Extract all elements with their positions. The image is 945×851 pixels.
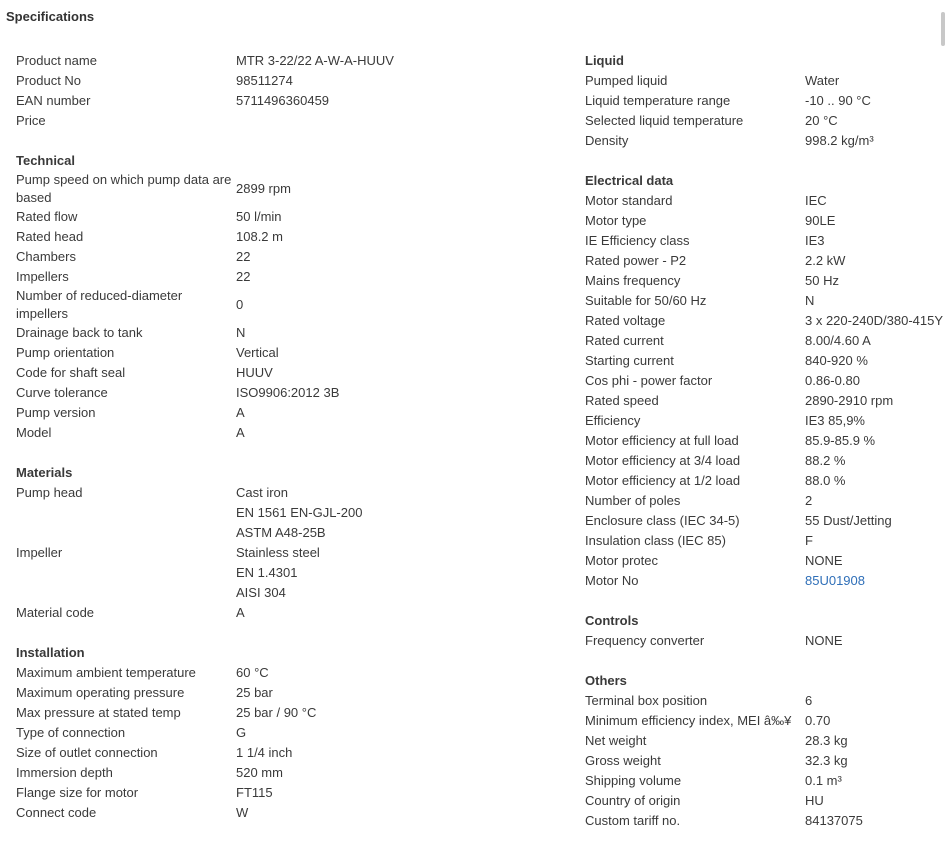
spec-row (585, 811, 945, 831)
spec-row (16, 783, 556, 803)
spec-values (236, 363, 273, 383)
spec-value: HU (805, 793, 824, 808)
spec-label: Code for shaft seal (16, 365, 126, 380)
spec-row (585, 731, 945, 751)
spec-values (805, 791, 824, 811)
spec-value-link[interactable]: 85U01908 (805, 573, 865, 588)
spec-values (805, 411, 865, 431)
spec-label: Selected liquid temperature (585, 113, 744, 128)
spec-values (805, 631, 843, 651)
spec-values (805, 531, 813, 551)
spec-row (585, 491, 945, 511)
spec-label: Net weight (585, 733, 647, 748)
spec-section (16, 51, 556, 131)
spec-label: Maximum ambient temperature (16, 665, 196, 680)
spec-values (236, 403, 245, 423)
spec-values (805, 811, 863, 831)
spec-row (585, 531, 945, 551)
spec-label: Motor standard (585, 193, 673, 208)
spec-values (805, 111, 838, 131)
spec-value: IE3 (805, 233, 825, 248)
spec-row (16, 703, 556, 723)
spec-value: 55 Dust/Jetting (805, 513, 892, 528)
spec-value: NONE (805, 633, 843, 648)
spec-value: F (805, 533, 813, 548)
spec-values (805, 431, 875, 451)
spec-row (585, 271, 945, 291)
spec-values (236, 423, 245, 443)
spec-label: Pump version (16, 405, 96, 420)
spec-section-technical (16, 151, 556, 443)
spec-value: 50 Hz (805, 273, 839, 288)
spec-row (585, 331, 945, 351)
spec-row (16, 683, 556, 703)
spec-row (16, 71, 556, 91)
spec-label: Motor protec (585, 553, 658, 568)
spec-label: Pump head (16, 485, 83, 500)
section-title: Others (585, 673, 627, 688)
spec-values (805, 271, 839, 291)
spec-value: 32.3 kg (805, 753, 848, 768)
spec-values (805, 691, 812, 711)
spec-label: Starting current (585, 353, 674, 368)
spec-value: A (236, 405, 245, 420)
spec-row (16, 403, 556, 423)
spec-value: -10 .. 90 °C (805, 93, 871, 108)
spec-label: IE Efficiency class (585, 233, 690, 248)
spec-values (805, 571, 865, 591)
section-title: Installation (16, 645, 85, 660)
spec-values (236, 743, 292, 763)
spec-row (16, 323, 556, 343)
spec-row (16, 287, 556, 323)
spec-value: W (236, 805, 249, 820)
specs-left-column (16, 51, 556, 843)
spec-value: MTR 3-22/22 A-W-A-HUUV (236, 53, 394, 68)
spec-values (236, 91, 329, 111)
spec-label: Rated head (16, 229, 84, 244)
spec-value: A (236, 425, 245, 440)
spec-values (805, 491, 812, 511)
spec-value: 3 x 220-240D/380-415Y (805, 313, 944, 328)
spec-row (585, 451, 945, 471)
spec-value: 2899 rpm (236, 181, 291, 196)
spec-row (585, 251, 945, 271)
spec-label: Maximum operating pressure (16, 685, 185, 700)
spec-values (236, 683, 273, 703)
spec-label: Connect code (16, 805, 97, 820)
spec-label: Minimum efficiency index, MEI â‰¥ (585, 713, 792, 728)
spec-row (16, 603, 556, 623)
spec-values (236, 227, 283, 247)
spec-value: 20 °C (805, 113, 838, 128)
scrollbar-thumb[interactable] (941, 12, 945, 46)
spec-values (805, 311, 943, 331)
spec-section-electrical-data (585, 171, 945, 591)
spec-value: 0 (236, 297, 244, 312)
spec-values (805, 91, 871, 111)
spec-label: Rated voltage (585, 313, 666, 328)
spec-value: 5711496360459 (236, 93, 330, 108)
spec-row (16, 343, 556, 363)
spec-label: Shipping volume (585, 773, 682, 788)
spec-row (585, 71, 945, 91)
spec-values (805, 731, 848, 751)
spec-row (585, 771, 945, 791)
spec-value: ISO9906:2012 3B (236, 385, 340, 400)
page-title: Specifications (6, 9, 95, 24)
spec-row (16, 483, 556, 543)
spec-label: Motor No (585, 573, 639, 588)
spec-value: 2890-2910 rpm (805, 393, 894, 408)
spec-value: 2 (805, 493, 813, 508)
spec-values (805, 471, 845, 491)
spec-row (16, 91, 556, 111)
spec-label: Liquid temperature range (585, 93, 731, 108)
spec-row (585, 711, 945, 731)
spec-label: Terminal box position (585, 693, 708, 708)
spec-value: 6 (805, 693, 813, 708)
spec-values (805, 231, 825, 251)
spec-value: A (236, 605, 245, 620)
spec-value: 0.1 m³ (805, 773, 842, 788)
spec-row (16, 723, 556, 743)
spec-row (585, 211, 945, 231)
spec-value: 50 l/min (236, 209, 282, 224)
spec-label: Max pressure at stated temp (16, 705, 181, 720)
spec-value: 0.70 (805, 713, 831, 728)
section-title: Materials (16, 465, 73, 480)
spec-row (16, 247, 556, 267)
spec-label: Cos phi - power factor (585, 373, 713, 388)
spec-label: Material code (16, 605, 95, 620)
spec-label: Rated flow (16, 209, 78, 224)
spec-row (585, 91, 945, 111)
spec-value: 22 (236, 249, 251, 264)
spec-values (236, 663, 269, 683)
spec-value: Vertical (236, 345, 279, 360)
spec-values (805, 771, 842, 791)
spec-value: 85.9-85.9 % (805, 433, 876, 448)
spec-label: EAN number (16, 93, 91, 108)
spec-values (236, 783, 273, 803)
spec-label: Type of connection (16, 725, 126, 740)
spec-value: 84137075 (805, 813, 863, 828)
spec-values (236, 71, 293, 91)
spec-label: Motor efficiency at 3/4 load (585, 453, 741, 468)
spec-value: IEC (805, 193, 827, 208)
spec-row (16, 267, 556, 287)
spec-value: 840-920 % (805, 353, 868, 368)
spec-values (805, 331, 871, 351)
spec-row (585, 631, 945, 651)
spec-label: Chambers (16, 249, 76, 264)
spec-row (16, 111, 556, 131)
spec-row (16, 207, 556, 227)
spec-row (16, 763, 556, 783)
spec-values (805, 291, 814, 311)
spec-label: Motor efficiency at full load (585, 433, 739, 448)
spec-value: IE3 85,9% (805, 413, 865, 428)
spec-label: Product No (16, 73, 82, 88)
spec-value: 28.3 kg (805, 733, 848, 748)
spec-value: EN 1.4301 (236, 565, 298, 580)
spec-values (805, 751, 848, 771)
spec-values (236, 323, 245, 343)
spec-row (585, 471, 945, 491)
spec-value: 25 bar / 90 °C (236, 705, 317, 720)
spec-label: Motor type (585, 213, 647, 228)
spec-values (805, 451, 845, 471)
spec-value: Stainless steel (236, 545, 320, 560)
spec-values (805, 511, 892, 531)
spec-row (585, 351, 945, 371)
spec-section-liquid (585, 51, 945, 151)
spec-label: Number of poles (585, 493, 681, 508)
spec-value: NONE (805, 553, 843, 568)
spec-label: Rated speed (585, 393, 659, 408)
spec-label: Impeller (16, 545, 63, 560)
spec-label: Motor efficiency at 1/2 load (585, 473, 741, 488)
spec-values (236, 179, 291, 199)
spec-value: AISI 304 (236, 585, 286, 600)
spec-row (16, 227, 556, 247)
spec-values (236, 603, 245, 623)
spec-value: 108.2 m (236, 229, 283, 244)
spec-row (585, 391, 945, 411)
spec-row (16, 51, 556, 71)
section-title: Technical (16, 153, 76, 168)
spec-value: Cast iron (236, 485, 289, 500)
spec-label: Pump speed on which pump data are based (16, 172, 232, 205)
spec-values (236, 295, 243, 315)
spec-values (805, 711, 830, 731)
spec-label: Price (16, 113, 46, 128)
spec-value: 2.2 kW (805, 253, 846, 268)
spec-label: Model (16, 425, 52, 440)
spec-label: Enclosure class (IEC 34-5) (585, 513, 740, 528)
spec-row (585, 551, 945, 571)
spec-values (236, 723, 246, 743)
spec-value: 60 °C (236, 665, 269, 680)
spec-row (585, 111, 945, 131)
spec-label: Density (585, 133, 629, 148)
spec-label: Pumped liquid (585, 73, 668, 88)
spec-row (585, 191, 945, 211)
spec-label: Custom tariff no. (585, 813, 681, 828)
section-title: Controls (585, 613, 639, 628)
spec-values (805, 551, 843, 571)
spec-label: Product name (16, 53, 97, 68)
spec-values (805, 391, 893, 411)
spec-value: 98511274 (236, 73, 293, 88)
spec-values (236, 763, 283, 783)
spec-row (585, 431, 945, 451)
spec-value: ASTM A48-25B (236, 525, 326, 540)
spec-label: Insulation class (IEC 85) (585, 533, 726, 548)
spec-value: HUUV (236, 365, 273, 380)
spec-label: Mains frequency (585, 273, 681, 288)
spec-row (16, 363, 556, 383)
spec-value: G (236, 725, 247, 740)
spec-label: Drainage back to tank (16, 325, 143, 340)
spec-row (16, 803, 556, 823)
spec-section-controls (585, 611, 945, 651)
spec-values (805, 351, 868, 371)
spec-label: Number of reduced-diameter impellers (16, 288, 183, 321)
spec-values (805, 71, 839, 91)
spec-value: 25 bar (236, 685, 273, 700)
spec-values (236, 343, 279, 363)
spec-value: N (805, 293, 815, 308)
spec-label: Flange size for motor (16, 785, 139, 800)
spec-label: Efficiency (585, 413, 641, 428)
spec-label: Rated current (585, 333, 664, 348)
spec-row (585, 751, 945, 771)
spec-row (16, 543, 556, 603)
spec-section-others (585, 671, 945, 831)
spec-values (236, 543, 320, 603)
spec-value: FT115 (236, 785, 273, 800)
spec-value: 8.00/4.60 A (805, 333, 871, 348)
spec-value: 88.0 % (805, 473, 846, 488)
spec-values (805, 191, 827, 211)
spec-row (16, 663, 556, 683)
spec-value: 1 1/4 inch (236, 745, 293, 760)
spec-row (585, 231, 945, 251)
spec-value: N (236, 325, 246, 340)
spec-values (236, 207, 282, 227)
spec-label: Curve tolerance (16, 385, 108, 400)
spec-row (585, 571, 945, 591)
spec-values (805, 131, 874, 151)
spec-row (16, 423, 556, 443)
spec-values (236, 247, 250, 267)
spec-row (585, 791, 945, 811)
spec-row (16, 743, 556, 763)
spec-row (16, 171, 556, 207)
spec-value: 998.2 kg/m³ (805, 133, 874, 148)
spec-values (805, 251, 845, 271)
spec-label: Suitable for 50/60 Hz (585, 293, 707, 308)
spec-values (805, 371, 860, 391)
spec-value: 90LE (805, 213, 836, 228)
spec-label: Size of outlet connection (16, 745, 158, 760)
spec-row (585, 291, 945, 311)
spec-label: Rated power - P2 (585, 253, 687, 268)
spec-value: 88.2 % (805, 453, 846, 468)
spec-section-installation (16, 643, 556, 823)
spec-label: Immersion depth (16, 765, 113, 780)
spec-label: Frequency converter (585, 633, 705, 648)
spec-value: 520 mm (236, 765, 283, 780)
spec-row (16, 383, 556, 403)
spec-row (585, 691, 945, 711)
spec-values (236, 51, 394, 71)
spec-row (585, 511, 945, 531)
specs-right-column (585, 51, 945, 851)
spec-values (236, 383, 339, 403)
section-title: Liquid (585, 53, 624, 68)
spec-row (585, 131, 945, 151)
spec-values (236, 267, 250, 287)
spec-value: Water (805, 73, 840, 88)
spec-values (236, 703, 316, 723)
spec-value: EN 1561 EN-GJL-200 (236, 505, 363, 520)
spec-row (585, 311, 945, 331)
spec-row (585, 411, 945, 431)
spec-section-materials (16, 463, 556, 623)
spec-value: 22 (236, 269, 251, 284)
spec-value: 0.86-0.80 (805, 373, 860, 388)
spec-label: Impellers (16, 269, 69, 284)
spec-values (236, 803, 248, 823)
spec-values (805, 211, 835, 231)
spec-row (585, 371, 945, 391)
section-title: Electrical data (585, 173, 674, 188)
spec-label: Pump orientation (16, 345, 115, 360)
spec-values (236, 483, 362, 543)
spec-label: Country of origin (585, 793, 681, 808)
spec-label: Gross weight (585, 753, 661, 768)
